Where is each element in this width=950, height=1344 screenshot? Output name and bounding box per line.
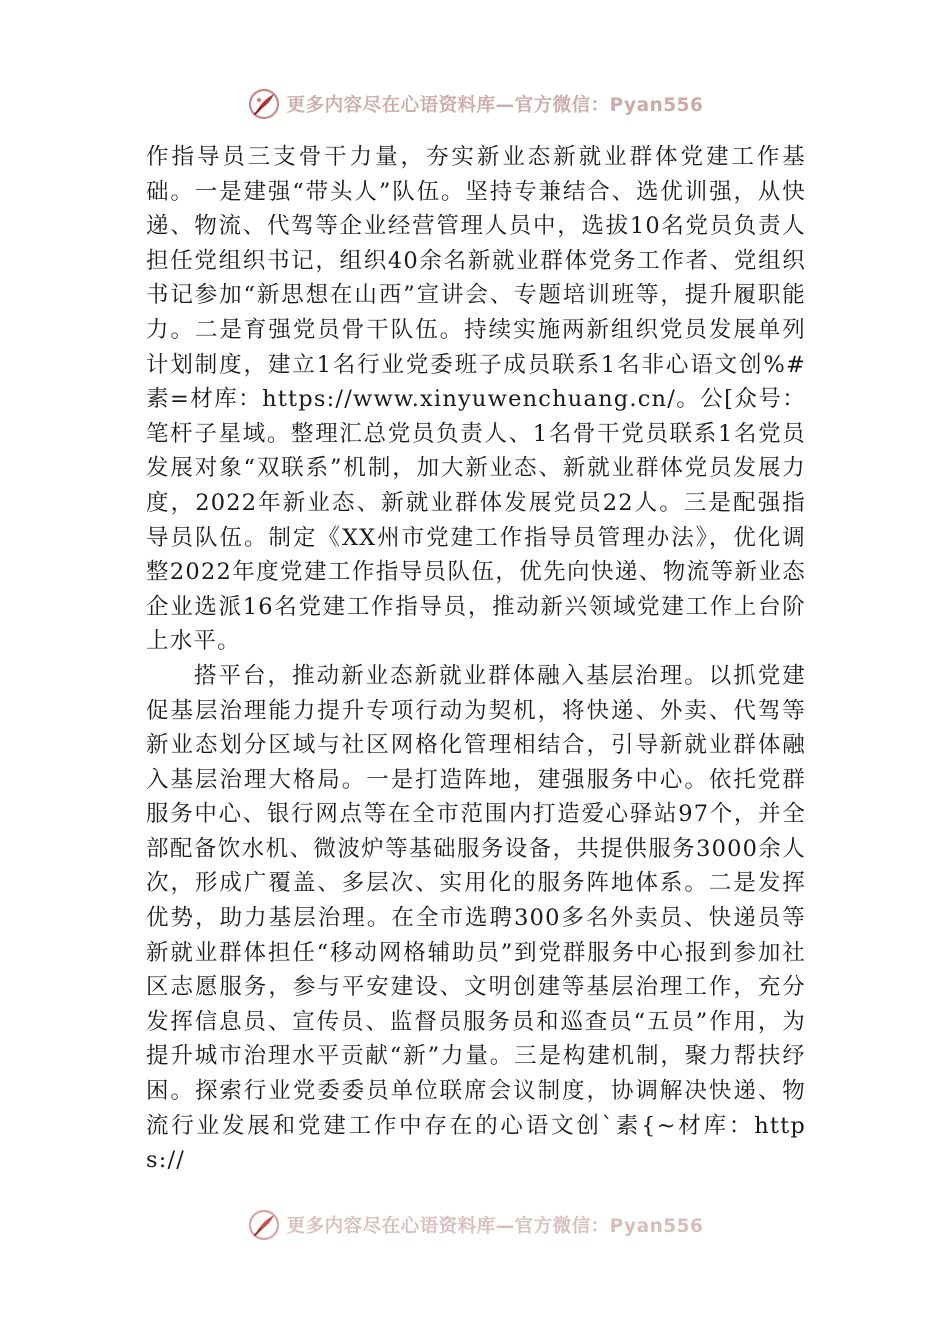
paragraph-2: 搭平台，推动新业态新就业群体融入基层治理。以抓党建促基层治理能力提升专项行动为契机，将快递、外卖、代驾等新业态划分区域与社区网格化管理相结合，引导新就业群体融入基层治理大格局。一是打造阵地，建强服务中心。依托党群服务中心、银行网点等在全市范围内打造爱心驿站97个，并全部配备饮水机、微波炉等基础服务设备，共提供服务3000余人次，形成广覆盖、多层次、实用化的服务阵地体系。二是发挥优势，助力基层治理。在全市选聘300多名外卖员、快递员等新就业群体担任“移动网格辅助员”到党群服务中心报到参加社区志愿服务，参与平安建设、文明创建等基层治理工作，充分发挥信息员、宣传员、监督员服务员和巡查员“五员”作用，为提升城市治理水平贡献“新”力量。三是构建机制，聚力帮扶纾困。探索行业党委委员单位联席会议制度，协调解决快递、物流行业发展和党建工作中存在的心语文创`素{~材库：https:// [146,662,806,1174]
document-body [146,140,806,1212]
footer-banner-text: 更多内容尽在心语资料库—官方微信：Pyan556 [286,1216,704,1237]
quill-pen-seal-icon [247,87,281,121]
header-banner-text: 更多内容尽在心语资料库—官方微信：Pyan556 [286,95,704,116]
header-banner [0,84,950,124]
paragraph-1: 作指导员三支骨干力量，夯实新业态新就业群体党建工作基础。一是建强“带头人”队伍。坚持专兼结合、选优训强，从快递、物流、代驾等企业经营管理人员中，选拔10名党员负责人担任党组织书记，组织40余名新就业群体党务工作者、党组织书记参加“新思想在山西”宣讲会、专题培训班等，提升履职能力。二是育强党员骨干队伍。持续实施两新组织党员发展单列计划制度，建立1名行业党委班子成员联系1名非心语文创%#素=材库：https://www.xinyuwenchuang.cn/。公[众号：笔杆子星域。整理汇总党员负责人、1名骨干党员联系1名党员发展对象“双联系”机制，加大新业态、新就业群体党员发展力度，2022年新业态、新就业群体发展党员22人。三是配强指导员队伍。制定《XX州市党建工作指导员管理办法》，优化调整2022年度党建工作指导员队伍，优先向快递、物流等新业态企业选派16名党建工作指导员，推动新兴领域党建工作上台阶上水平。 [146,144,806,655]
footer-banner [0,1205,950,1245]
quill-pen-seal-icon [247,1208,281,1242]
